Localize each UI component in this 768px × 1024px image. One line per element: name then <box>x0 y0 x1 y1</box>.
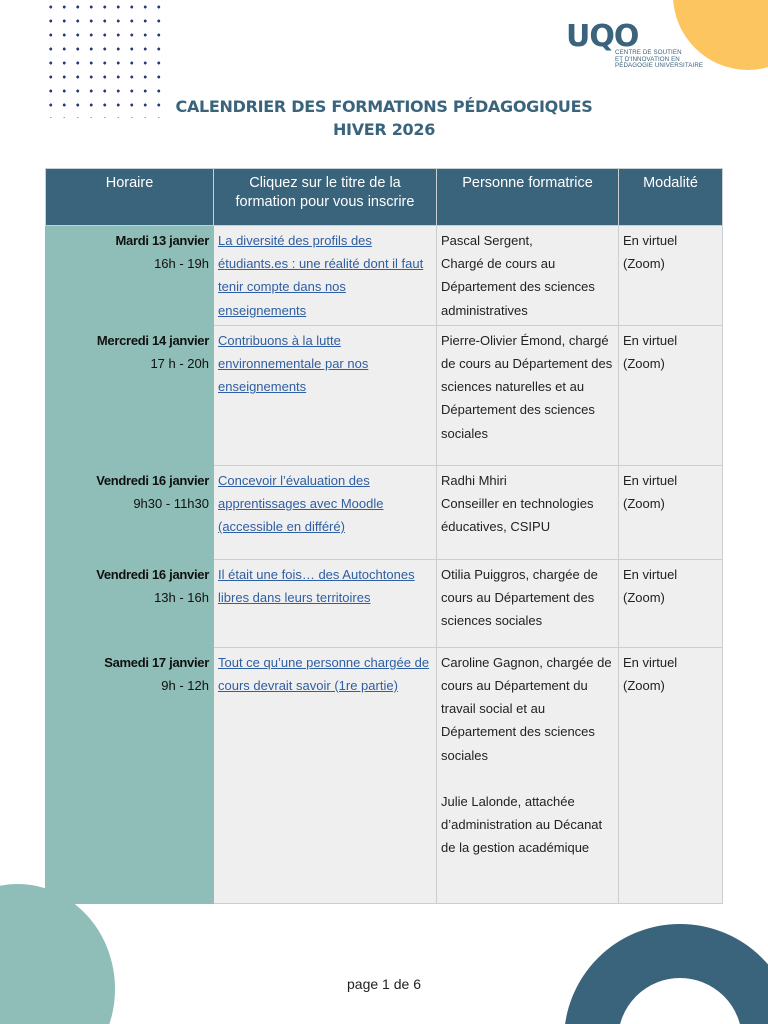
trainer-line: Julie Lalonde, attachée d’administration au Décanat de la gestion académique <box>441 794 603 856</box>
mode-cell: En virtuel (Zoom) <box>619 559 723 647</box>
trainer-line: Caroline Gagnon, chargée de cours au Département du travail social et au Département des sciences sociales <box>441 654 612 763</box>
table-row <box>46 647 723 903</box>
trainer-line: Radhi Mhiri <box>441 472 507 488</box>
course-registration-link[interactable]: Concevoir l’évaluation des apprentissages avec Moodle (accessible en différé) <box>218 472 384 535</box>
mode-cell: En virtuel (Zoom) <box>619 226 723 326</box>
blue-ring-decoration <box>564 924 768 1024</box>
training-schedule-table <box>45 168 723 904</box>
trainer-cell <box>437 465 619 559</box>
table-row <box>46 325 723 465</box>
trainer-cell <box>437 647 619 903</box>
trainer-cell <box>437 559 619 647</box>
session-day: Vendredi 16 janvier <box>96 566 209 582</box>
logo-subtitle-line: CENTRE DE SOUTIEN <box>615 49 682 56</box>
table-row <box>46 226 723 326</box>
session-time: 13h - 16h <box>154 590 209 606</box>
header-schedule: Horaire <box>46 169 214 226</box>
trainer-line: Otilia Puiggros, chargée de cours au Département des sciences sociales <box>441 566 598 629</box>
table-header-row <box>46 169 723 226</box>
session-day: Mercredi 14 janvier <box>96 332 209 348</box>
course-registration-link[interactable]: La diversité des profils des étudiants.es : une réalité dont il faut tenir compte dans nos enseignements <box>218 233 424 318</box>
logo-letters: UQO <box>566 19 639 54</box>
page-title <box>0 95 768 141</box>
mode-cell: En virtuel (Zoom) <box>619 465 723 559</box>
course-cell <box>214 325 437 465</box>
course-cell <box>214 559 437 647</box>
session-day: Mardi 13 janvier <box>115 233 209 248</box>
session-day: Samedi 17 janvier <box>104 654 209 670</box>
schedule-cell <box>46 647 214 903</box>
logo-subtitle <box>615 50 703 70</box>
teal-circle-decoration <box>0 884 115 1024</box>
course-registration-link[interactable]: Il était une fois… des Autochtones libres dans leurs territoires <box>218 566 415 606</box>
session-time: 9h30 - 11h30 <box>133 496 209 512</box>
session-time: 17 h - 20h <box>150 356 209 372</box>
logo-subtitle-line: PÉDAGOGIE UNIVERSITAIRE <box>615 62 704 70</box>
trainer-line: Conseiller en technologies éducatives, CSIPU <box>441 496 594 535</box>
header-trainer: Personne formatrice <box>437 169 619 226</box>
schedule-cell <box>46 559 214 647</box>
table-row <box>46 465 723 559</box>
course-registration-link[interactable]: Contribuons à la lutte environnementale par nos enseignements <box>218 332 369 395</box>
page-number: page 1 de 6 <box>347 976 421 992</box>
logo-subtitle-line: ET D'INNOVATION EN <box>615 55 680 63</box>
course-cell <box>214 465 437 559</box>
course-cell <box>214 226 437 326</box>
title-line-1: CALENDRIER DES FORMATIONS PÉDAGOGIQUES <box>175 97 593 116</box>
schedule-cell <box>46 465 214 559</box>
trainer-line: Pascal Sergent, <box>441 233 533 248</box>
uqo-logo <box>566 20 726 74</box>
schedule-cell <box>46 325 214 465</box>
trainer-cell <box>437 325 619 465</box>
trainer-spacer <box>441 767 614 790</box>
mode-cell: En virtuel (Zoom) <box>619 325 723 465</box>
title-line-2: HIVER 2026 <box>332 120 436 139</box>
course-cell <box>214 647 437 903</box>
session-time: 16h - 19h <box>154 256 209 272</box>
header-course: Cliquez sur le titre de la formation pour vous inscrire <box>214 169 437 226</box>
trainer-line: Pierre-Olivier Émond, chargé de cours au Département des sciences naturelles et au Département des sciences sociales <box>441 332 613 441</box>
mode-cell: En virtuel (Zoom) <box>619 647 723 903</box>
header-mode: Modalité <box>619 169 723 226</box>
trainer-line: Chargé de cours au Département des sciences administratives <box>441 256 595 318</box>
trainer-cell <box>437 226 619 326</box>
table-row <box>46 559 723 647</box>
course-registration-link[interactable]: Tout ce qu’une personne chargée de cours devrait savoir (1re partie) <box>218 654 430 694</box>
session-day: Vendredi 16 janvier <box>96 472 209 488</box>
schedule-cell <box>46 226 214 326</box>
session-time: 9h - 12h <box>161 678 209 694</box>
